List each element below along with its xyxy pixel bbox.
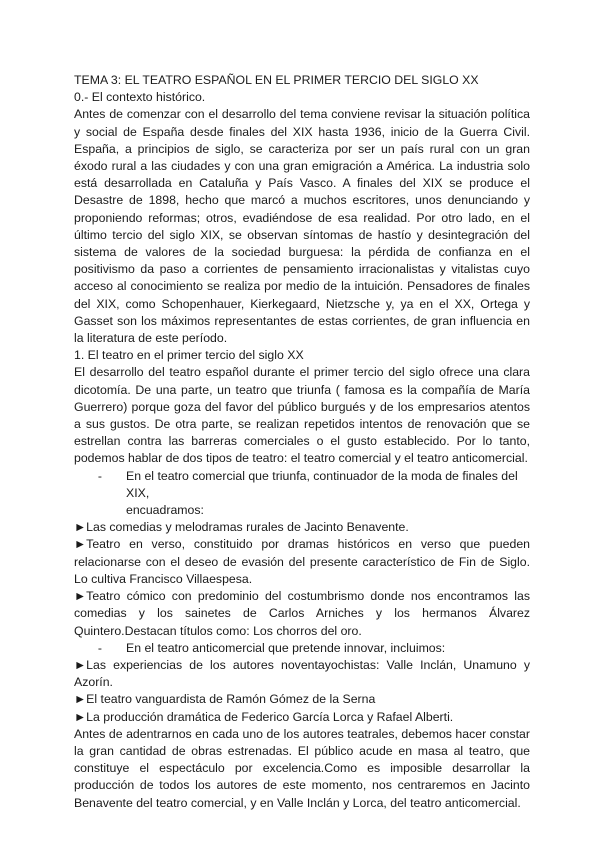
commercial-item-teatro-verso: ►Teatro en verso, constituido por dramas históricos en verso que pueden relacionarse con el deseo de evasión del presente característico de Fin de Siglo. Lo cultiva Francisco Villaespesa. <box>74 537 530 586</box>
anticommercial-item-lorca-alberti: ►La producción dramática de Federico García Lorca y Rafael Alberti. <box>74 709 454 724</box>
anticommercial-lead-text: En el teatro anticomercial que pretende innovar, incluimos: <box>126 640 446 655</box>
commercial-lead-text: En el teatro comercial que triunfa, continuador de la moda de finales del XIX, <box>126 468 518 500</box>
anticommercial-item-noventayochistas: ►Las experiencias de los autores noventayochistas: Valle Inclán, Unamuno y Azorín. <box>74 657 530 690</box>
commercial-item-comedias: ►Las comedias y melodramas rurales de Jacinto Benavente. <box>74 520 409 535</box>
anticommercial-lead <box>74 640 530 657</box>
section-0-heading: 0.- El contexto histórico. <box>74 90 206 105</box>
section-1-heading: 1. El teatro en el primer tercio del siglo XX <box>74 348 304 363</box>
commercial-item-teatro-comico: ►Teatro cómico con predominio del costumbrismo donde nos encontramos las comedias y los sainetes de Carlos Arniches y los hermanos Álvarez Quintero.Destacan títulos como: Los chorros del oro. <box>74 589 530 638</box>
document-title: TEMA 3: EL TEATRO ESPAÑOL EN EL PRIMER TERCIO DEL SIGLO XX <box>74 73 479 87</box>
dash-bullet: - <box>97 640 102 655</box>
section-1-closing: Antes de adentrarnos en cada uno de los autores teatrales, debemos hacer constar la gran cantidad de obras estrenadas. El público acude en masa al teatro, que constituye el espectáculo por excelencia.Como es imposible desarrollar la producción de todos los autores de este momento, nos centraremos en Jacinto Benavente del teatro comercial, y en Valle Inclán y Lorca, del teatro anticomercial. <box>74 726 530 810</box>
commercial-lead-continuation: encuadramos: <box>126 503 204 518</box>
document-page <box>74 72 530 812</box>
commercial-lead <box>74 468 530 502</box>
section-0-body: Antes de comenzar con el desarrollo del tema conviene revisar la situación política y social de España desde finales del XIX hasta 1936, inicio de la Guerra Civil. España, a principios de siglo, se caracteriza por ser un país rural con un gran éxodo rural a las ciudades y con una gran emigración a América. La industria solo está desarrollada en Cataluña y País Vasco. A finales del XIX se produce el Desastre de 1898, hecho que marcó a muchos escritores, unos denunciando y proponiendo reformas; otros, evadiéndose de esa realidad. Por otro lado, en el último tercio del siglo XIX, se observan síntomas de hastío y desintegración del sistema de valores de la sociedad burguesa: la pérdida de confianza en el positivismo da paso a corrientes de pensamiento irracionalistas y vitalistas cuyo acceso al conocimiento se realiza por medio de la intuición. Pensadores de finales del XIX, como Schopenhauer, Kierkegaard, Nietzsche y, ya en el XX, Ortega y Gasset son los máximos representantes de estas corrientes, de gran influencia en la literatura de este período. <box>74 107 530 346</box>
section-1-intro: El desarrollo del teatro español durante el primer tercio del siglo ofrece una clara dicotomía. De una parte, un teatro que triunfa ( famosa es la compañía de María Guerrero) porque goza del favor del público burgués y de los empresarios atentos a sus gustos. De otra parte, se realizan repetidos intentos de renovación que se estrellan contra las barreras comerciales o el gusto establecido. Por lo tanto, podemos hablar de dos tipos de teatro: el teatro comercial y el teatro anticomercial. <box>74 365 530 466</box>
dash-bullet: - <box>97 468 102 483</box>
anticommercial-item-vanguardista: ►El teatro vanguardista de Ramón Gómez de la Serna <box>74 692 376 707</box>
